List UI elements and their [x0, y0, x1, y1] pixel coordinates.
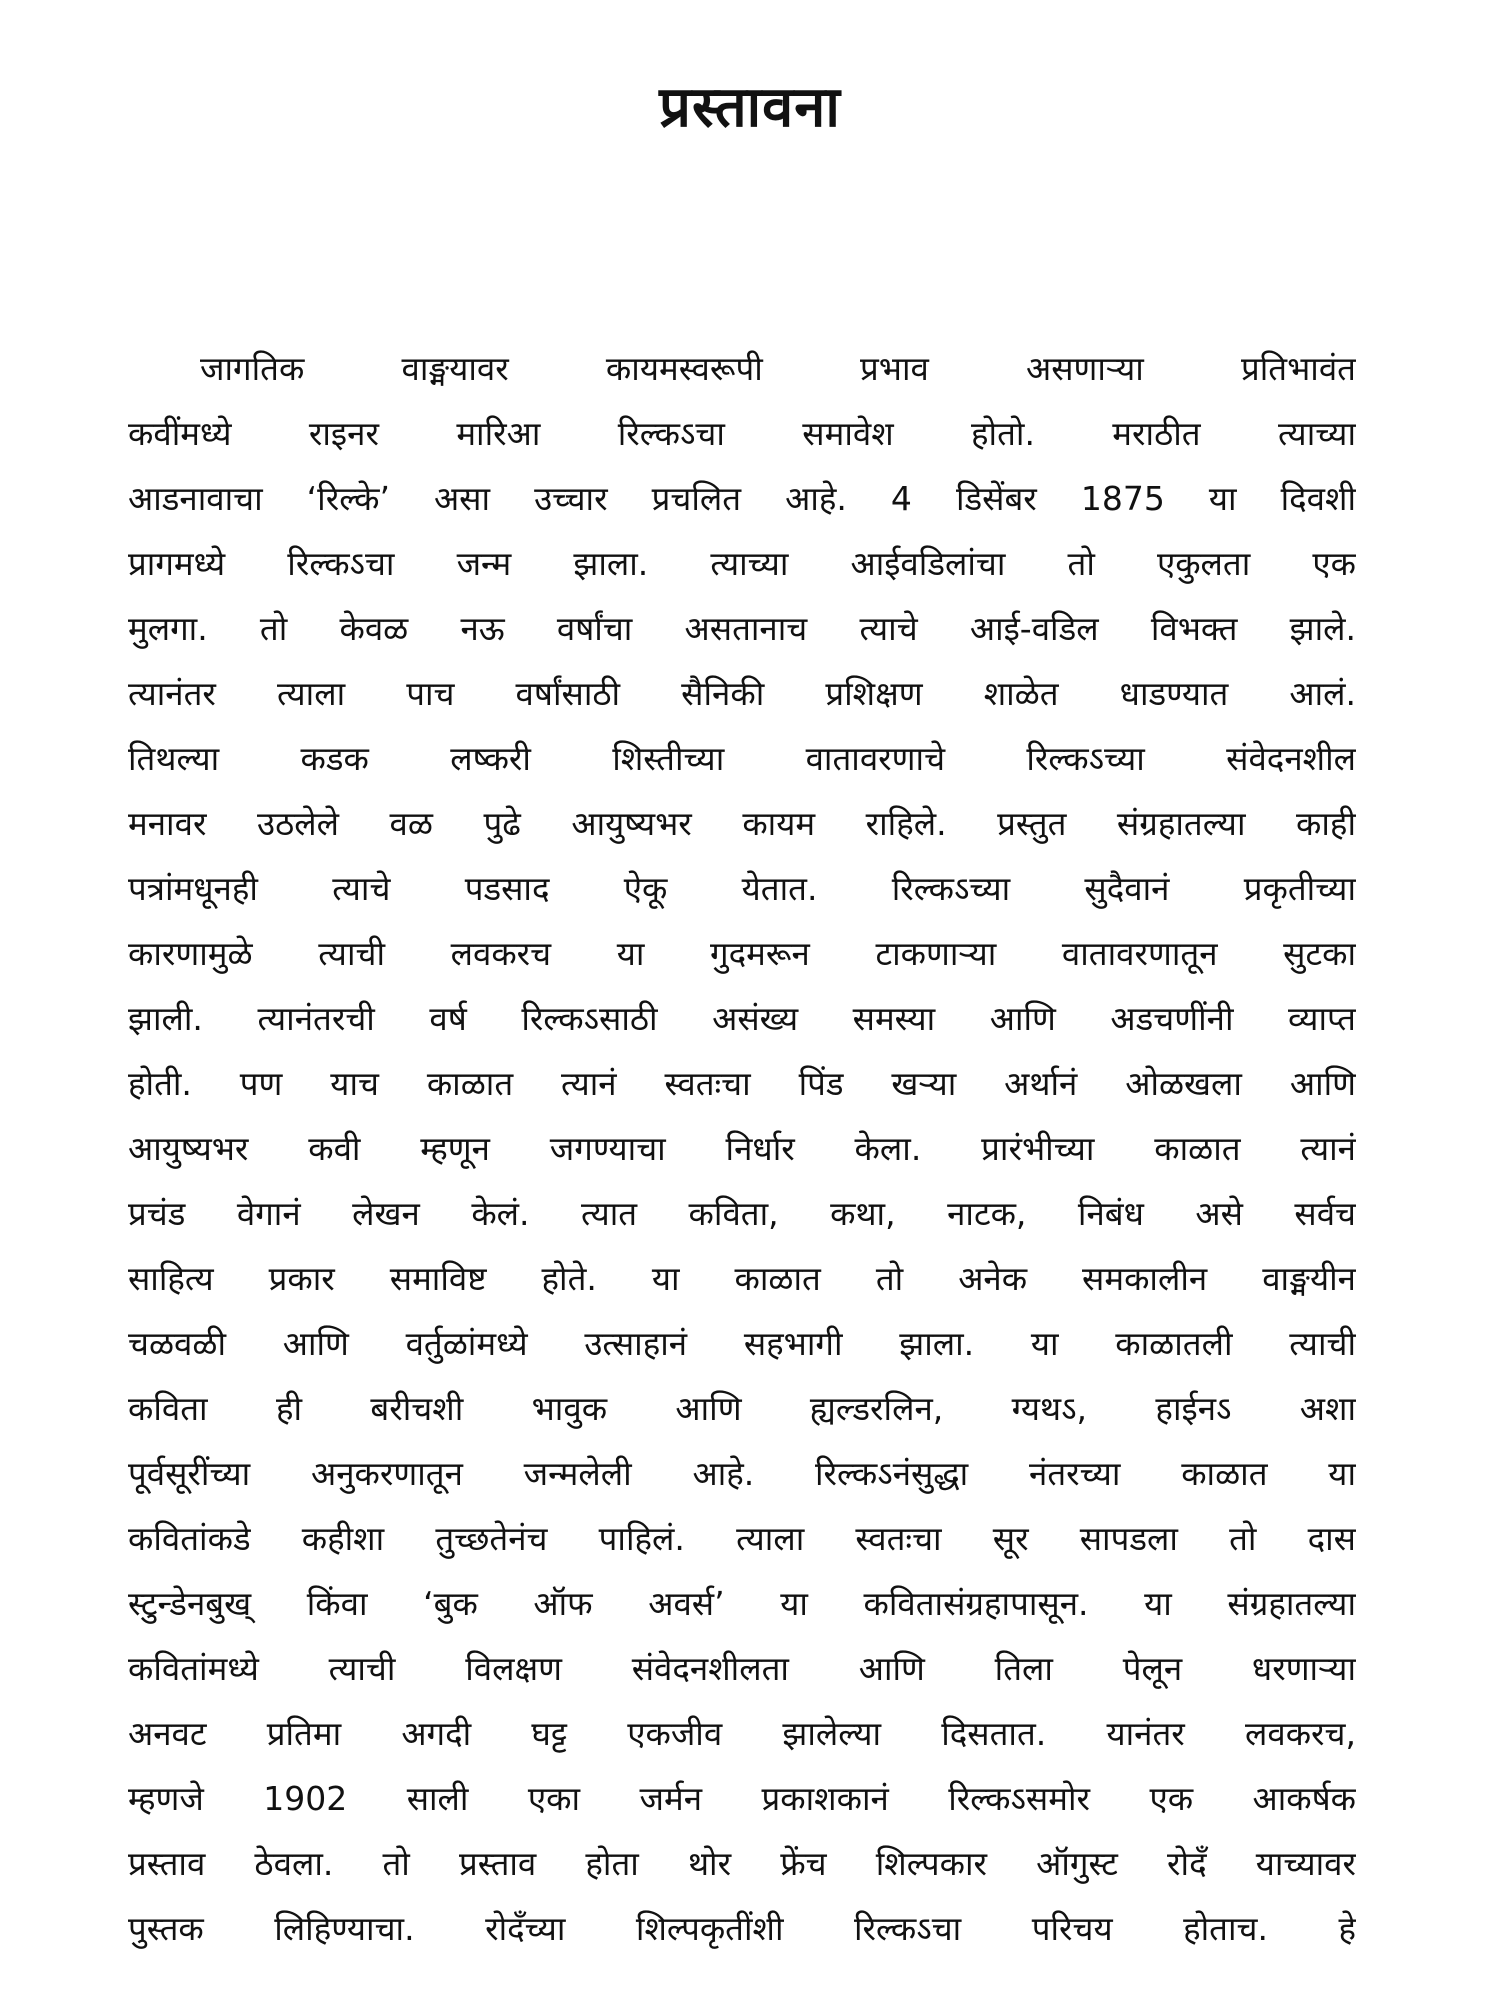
text-line: कवींमध्ये राइनर मारिआ रिल्कऽचा समावेश होतो. मराठीत त्याच्या: [128, 414, 1356, 453]
text-line: जागतिक वाङ्मयावर कायमस्वरूपी प्रभाव असणाऱ्या प्रतिभावंत: [200, 349, 1356, 388]
text-line: पूर्वसूरींच्या अनुकरणातून जन्मलेली आहे. रिल्कऽनंसुद्धा नंतरच्या काळात या: [128, 1454, 1356, 1493]
text-line: कवितांकडे कहीशा तुच्छतेनंच पाहिलं. त्याला स्वतःचा सूर सापडला तो दास: [128, 1519, 1356, 1558]
body-paragraph: [128, 336, 1356, 1961]
text-line: स्टुन्डेनबुख् किंवा ‘बुक ऑफ अवर्स’ या कवितासंग्रहापासून. या संग्रहातल्या: [128, 1584, 1356, 1623]
text-line: पत्रांमधूनही त्याचे पडसाद ऐकू येतात. रिल्कऽच्या सुदैवानं प्रकृतीच्या: [128, 869, 1356, 908]
text-line: अनवट प्रतिमा अगदी घट्ट एकजीव झालेल्या दिसतात. यानंतर लवकरच,: [128, 1714, 1356, 1753]
text-line: कारणामुळे त्याची लवकरच या गुदमरून टाकणाऱ्या वातावरणातून सुटका: [128, 934, 1356, 973]
text-line: साहित्य प्रकार समाविष्ट होते. या काळात तो अनेक समकालीन वाङ्मयीन: [128, 1259, 1356, 1298]
text-line: तिथल्या कडक लष्करी शिस्तीच्या वातावरणाचे रिल्कऽच्या संवेदनशील: [128, 739, 1356, 778]
text-line: झाली. त्यानंतरची वर्ष रिल्कऽसाठी असंख्य समस्या आणि अडचणींनी व्याप्त: [128, 999, 1356, 1038]
text-line: आयुष्यभर कवी म्हणून जगण्याचा निर्धार केला. प्रारंभीच्या काळात त्यानं: [128, 1129, 1356, 1168]
text-line: मनावर उठलेले वळ पुढे आयुष्यभर कायम राहिले. प्रस्तुत संग्रहातल्या काही: [128, 804, 1356, 843]
text-line: होती. पण याच काळात त्यानं स्वतःचा पिंड खऱ्या अर्थानं ओळखला आणि: [128, 1064, 1356, 1103]
text-line: चळवळी आणि वर्तुळांमध्ये उत्साहानं सहभागी झाला. या काळातली त्याची: [128, 1324, 1356, 1363]
text-line: त्यानंतर त्याला पाच वर्षांसाठी सैनिकी प्रशिक्षण शाळेत धाडण्यात आलं.: [128, 674, 1356, 713]
text-line: प्रागमध्ये रिल्कऽचा जन्म झाला. त्याच्या आईवडिलांचा तो एकुलता एक: [128, 544, 1356, 583]
text-line: कविता ही बरीचशी भावुक आणि ह्यल्डरलिन, ग्यथऽ, हाईनऽ अशा: [128, 1389, 1356, 1428]
text-line: प्रस्ताव ठेवला. तो प्रस्ताव होता थोर फ्रेंच शिल्पकार ऑगुस्ट रोदँ याच्यावर: [128, 1844, 1356, 1883]
text-line: मुलगा. तो केवळ नऊ वर्षांचा असतानाच त्याचे आई-वडिल विभक्त झाले.: [128, 609, 1356, 648]
text-line: कवितांमध्ये त्याची विलक्षण संवेदनशीलता आणि तिला पेलून धरणाऱ्या: [128, 1649, 1356, 1688]
page-title: प्रस्तावना: [659, 75, 841, 140]
text-line: प्रचंड वेगानं लेखन केलं. त्यात कविता, कथा, नाटक, निबंध असे सर्वच: [128, 1194, 1356, 1233]
text-line: आडनावाचा ‘रिल्के’ असा उच्चार प्रचलित आहे. 4 डिसेंबर 1875 या दिवशी: [128, 479, 1356, 518]
text-line: पुस्तक लिहिण्याचा. रोदँच्या शिल्पकृतींशी रिल्कऽचा परिचय होताच. हे: [128, 1909, 1356, 1948]
text-line: म्हणजे 1902 साली एका जर्मन प्रकाशकानं रिल्कऽसमोर एक आकर्षक: [128, 1779, 1356, 1818]
